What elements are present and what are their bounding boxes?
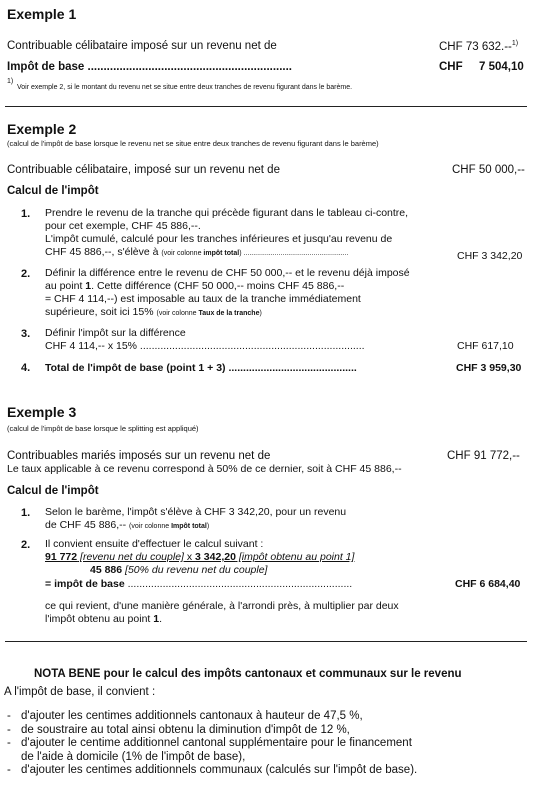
- ex2-item-1-text: Prendre le revenu de la tranche qui précède figurant dans le tableau ci-contre, pour cet exemple, CHF 45 886,--. L'impôt cumulé, calculé pour les tranches inférieures et jusqu'au revenu de CHF 45 886,--, s'élève à (voir colonne impôt total) ......................................................: [45, 207, 409, 258]
- list-item: - d'ajouter les centimes additionnels communaux (calculés sur l'impôt de base).: [7, 764, 418, 776]
- ex3-formula-denominator: 45 886 [50% du revenu net du couple]: [90, 564, 268, 576]
- ex3-item-1-text: Selon le barème, l'impôt s'élève à CHF 3 342,20, pour un revenu de CHF 45 886,-- (voir colonne Impôt total): [45, 506, 347, 531]
- example-3-rate-line: Le taux applicable à ce revenu correspond à 50% de ce dernier, soit à CHF 45 886,--: [7, 463, 402, 475]
- ex2-item-4-amount: CHF 3 959,30: [456, 362, 522, 374]
- example-1-impot-chf: CHF: [439, 61, 463, 73]
- nota-bene-list: [7, 710, 417, 778]
- ex3-item-2-number: 2.: [21, 539, 31, 551]
- list-item: - d'ajouter les centimes additionnels cantonaux à hauteur de 47,5 %,: [7, 710, 363, 722]
- list-item-continuation: de l'aide à domicile (1% de l'impôt de base),: [21, 750, 246, 763]
- ex3-item-1-number: 1.: [21, 507, 31, 519]
- ex2-item-4-number: 4.: [21, 362, 31, 374]
- ex3-result-amount: CHF 6 684,40: [455, 578, 521, 590]
- list-item: - d'ajouter le centime additionnel cantonal supplémentaire pour le financement: [7, 737, 412, 749]
- divider-2: [5, 641, 527, 642]
- nota-bene-title: NOTA BENE pour le calcul des impôts cantonaux et communaux sur le revenu: [34, 668, 462, 680]
- ex2-item-3-amount: CHF 617,10: [457, 340, 514, 352]
- example-3-line: Contribuables mariés imposés sur un revenu net de: [7, 450, 271, 462]
- example-1-amount: CHF 73 632.--$^{1)}$: [439, 40, 519, 53]
- example-2-subtitle: (calcul de l'impôt de base lorsque le revenu net se situe entre deux tranches de revenu figurant dans le barème): [7, 139, 379, 148]
- footnote: Voir exemple 2, si le montant du revenu net se situe entre deux tranches de revenu figurant dans le barème.: [17, 84, 353, 91]
- ex3-item-2-text: Il convient ensuite d'effectuer le calcul suivant :: [45, 538, 264, 550]
- example-3-calc-heading: Calcul de l'impôt: [7, 485, 99, 497]
- ex2-item-1-number: 1.: [21, 208, 31, 220]
- example-2-title: Exemple 2: [7, 121, 77, 137]
- example-2-calc-heading: Calcul de l'impôt: [7, 185, 99, 197]
- example-3-title: Exemple 3: [7, 404, 77, 420]
- example-2-amount: CHF 50 000,--: [452, 164, 525, 176]
- ex3-result-label: = impôt de base .............................................................................: [45, 578, 353, 590]
- ex3-formula-numerator: 91 772 [revenu net du couple] x 3 342,20 [impôt obtenu au point 1]: [45, 551, 355, 563]
- list-item: - de soustraire au total ainsi obtenu la diminution d'impôt de 12 %,: [7, 723, 350, 736]
- example-3-subtitle: (calcul de l'impôt de base lorsque le splitting est appliqué): [7, 424, 199, 433]
- ex2-item-4-label: Total de l'impôt de base (point 1 + 3) ............................................: [45, 362, 357, 374]
- example-3-amount: CHF 91 772,--: [447, 450, 520, 462]
- example-1-impot-amount: 7 504,10: [479, 61, 524, 73]
- ex2-item-3-number: 3.: [21, 328, 31, 340]
- example-1-title: Exemple 1: [7, 6, 77, 22]
- footnote-mark: 1): [7, 78, 14, 85]
- ex2-item-3-text: Définir l'impôt sur la différence CHF 4 114,-- x 15% .............................................................................: [45, 327, 365, 352]
- ex3-conclusion: ce qui revient, d'une manière générale, à l'arrondi près, à multiplier par deux l'impôt obtenu au point 1.: [45, 600, 399, 625]
- ex2-item-2-text: Définir la différence entre le revenu de CHF 50 000,-- et le revenu déjà imposé au point 1. Cette différence (CHF 50 000,-- moins CHF 45 886,-- = CHF 4 114,--) est imposable au taux de la tranche immédiatement supérieure, soit ici 15% (voir colonne Taux de la tranche): [45, 267, 410, 318]
- ex2-item-2-number: 2.: [21, 268, 31, 280]
- ex2-item-1-amount: CHF 3 342,20: [457, 250, 523, 262]
- example-1-impot-label: Impôt de base ................................................................: [7, 61, 293, 73]
- example-1-line: Contribuable célibataire imposé sur un revenu net de: [7, 40, 277, 52]
- nota-bene-intro: A l'impôt de base, il convient :: [4, 686, 156, 698]
- divider-1: [5, 106, 527, 107]
- example-2-line: Contribuable célibataire, imposé sur un revenu net de: [7, 164, 280, 176]
